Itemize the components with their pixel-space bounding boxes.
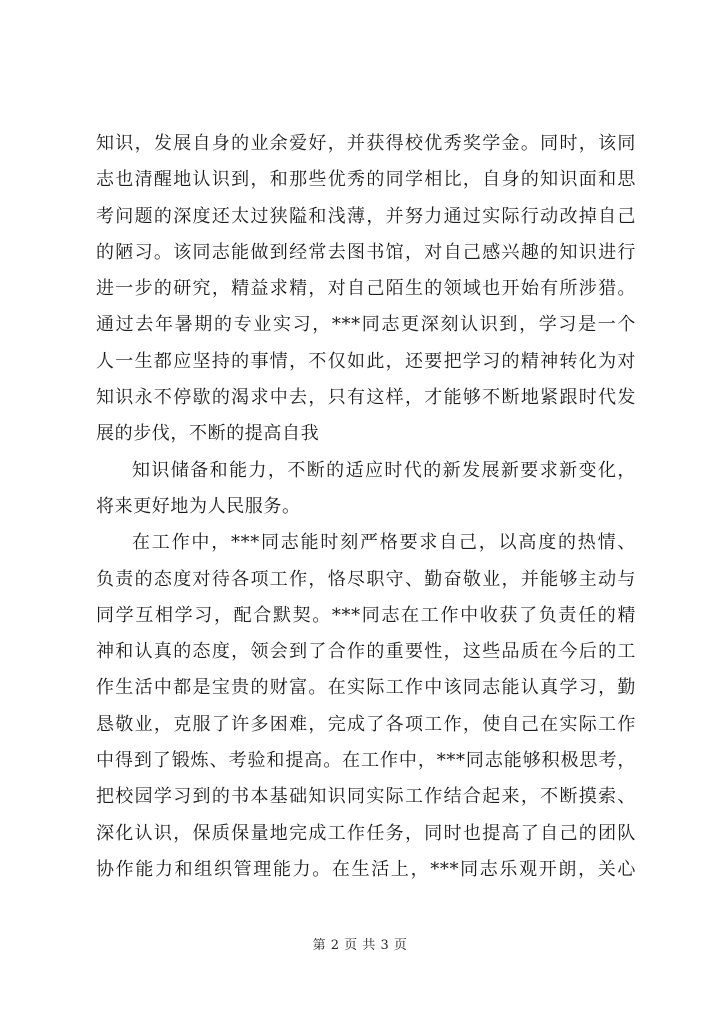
text-line: 神和认真的态度，领会到了合作的重要性，这些品质在今后的工 <box>96 641 636 663</box>
text-line: 协作能力和组织管理能力。在生活上，***同志乐观开朗，关心 <box>96 858 636 880</box>
text-line: 作生活中都是宝贵的财富。在实际工作中该同志能认真学习，勤 <box>96 677 636 699</box>
text-line: 深化认识，保质保量地完成工作任务，同时也提高了自己的团队 <box>96 822 636 844</box>
paragraph <box>96 126 636 453</box>
text-line: 的陋习。该同志能做到经常去图书馆，对自己感兴趣的知识进行 <box>96 241 636 263</box>
text-line: 知识储备和能力，不断的适应时代的新发展新要求新变化， <box>132 459 636 481</box>
text-line: 同学互相学习，配合默契。***同志在工作中收获了负责任的精 <box>96 604 636 626</box>
paragraph <box>96 525 636 888</box>
text-line: 把校园学习到的书本基础知识同实际工作结合起来，不断摸索、 <box>96 786 636 808</box>
text-line: 恳敬业，克服了许多困难，完成了各项工作，使自己在实际工作 <box>96 713 636 735</box>
text-line: 负责的态度对待各项工作，恪尽职守、勤奋敬业，并能够主动与 <box>96 568 636 590</box>
text-line: 考问题的深度还太过狭隘和浅薄，并努力通过实际行动改掉自己 <box>96 205 636 227</box>
text-line: 将来更好地为人民服务。 <box>96 495 301 517</box>
document-body <box>96 126 636 888</box>
page-number-footer: 第 2 页 共 3 页 <box>312 938 408 953</box>
text-line: 展的步伐，不断的提高自我 <box>96 423 320 445</box>
text-line: 中得到了锻炼、考验和提高。在工作中，***同志能够积极思考， <box>96 750 636 772</box>
text-line: 进一步的研究，精益求精，对自己陌生的领域也开始有所涉猎。 <box>96 278 636 300</box>
text-line: 通过去年暑期的专业实习，***同志更深刻认识到，学习是一个 <box>96 314 636 336</box>
text-line: 知识，发展自身的业余爱好，并获得校优秀奖学金。同时，该同 <box>96 133 636 154</box>
text-line: 在工作中，***同志能时刻严格要求自己，以高度的热情、 <box>132 532 636 554</box>
text-line: 人一生都应坚持的事情，不仅如此，还要把学习的精神转化为对 <box>96 350 636 372</box>
text-line: 知识永不停歇的渴求中去，只有这样，才能够不断地紧跟时代发 <box>96 387 636 409</box>
paragraph <box>96 453 636 526</box>
text-line: 志也清醒地认识到，和那些优秀的同学相比，自身的知识面和思 <box>96 169 636 191</box>
